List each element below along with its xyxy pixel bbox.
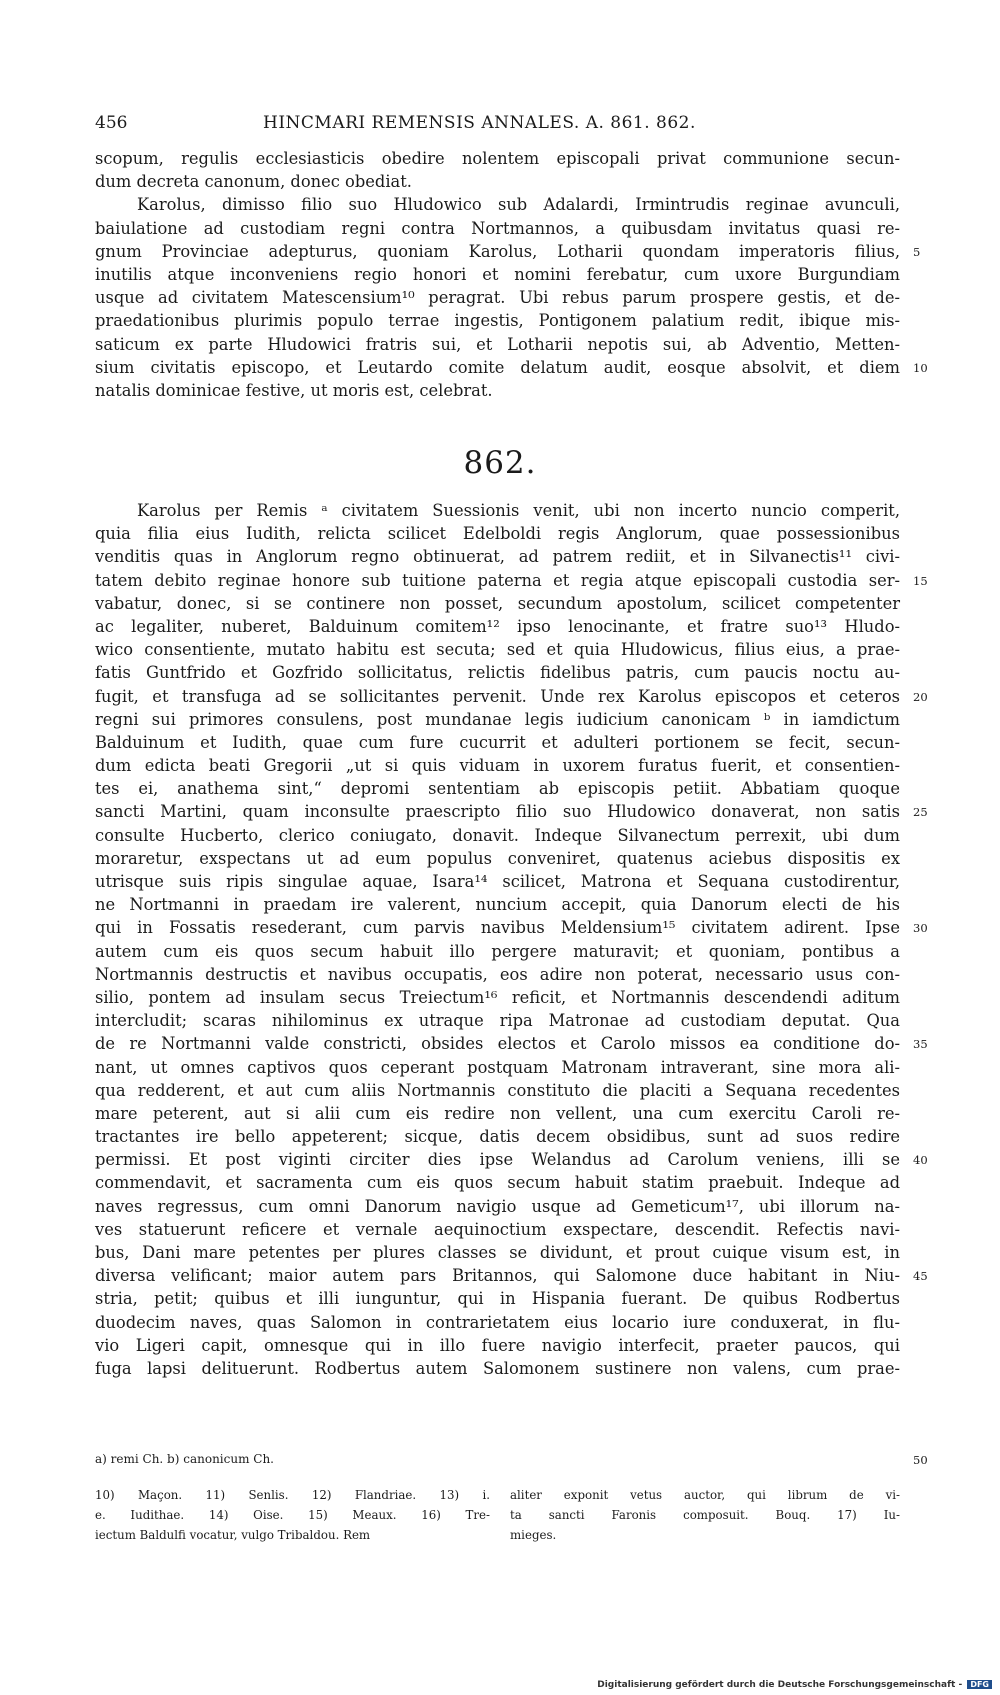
- line-number: 35: [913, 1037, 928, 1052]
- line-text: gnum Provinciae adepturus, quoniam Karolus, Lotharii quondam imperatoris filius,: [95, 241, 900, 261]
- line-text: fugit, et transfuga ad se sollicitantes pervenit. Unde rex Karolus episcopos et ceteros: [95, 686, 900, 706]
- line-number: 20: [913, 689, 928, 704]
- text-line: [95, 592, 900, 615]
- text-line: [95, 615, 900, 638]
- line-text: nant, ut omnes captivos quos ceperant postquam Matronam intraverant, sine mora ali-: [95, 1057, 900, 1077]
- line-text: baiulatione ad custodiam regni contra Nortmannos, a quibusdam invitatus quasi re-: [95, 218, 900, 238]
- footnote-line: ta sancti Faronis composuit. Bouq. 17) Iu-: [510, 1508, 900, 1522]
- text-line: [95, 870, 900, 893]
- line-text: stria, petit; quibus et illi iunguntur, qui in Hispania fuerant. De quibus Rodbertus: [95, 1289, 900, 1309]
- text-line: [95, 1171, 900, 1194]
- footnote-line: mieges.: [510, 1528, 557, 1542]
- text-line: [95, 731, 900, 754]
- line-text: consulte Hucberto, clerico coniugato, donavit. Indeque Silvanectum perrexit, ubi dum: [95, 825, 900, 845]
- line-text: usque ad civitatem Matescensium¹⁰ peragrat. Ubi rebus parum prospere gestis, et de-: [95, 288, 900, 308]
- line-text: naves regressus, cum omni Danorum navigio usque ad Gemeticum¹⁷, ubi illorum na-: [95, 1196, 900, 1216]
- text-line: [95, 333, 900, 356]
- footnote-line: aliter exponit vetus auctor, qui librum de vi-: [510, 1488, 900, 1502]
- line-text: diversa velificant; maior autem pars Britannos, qui Salomone duce habitant in Niu-: [95, 1266, 900, 1286]
- footnote-line: e. Iudithae. 14) Oise. 15) Meaux. 16) Tre-: [95, 1508, 490, 1522]
- line-text: ves statuerunt reficere et vernale aequinoctium exspectare, descendit. Refectis navi-: [95, 1219, 900, 1239]
- footnotes-left-column: [95, 1485, 490, 1545]
- text-line: [95, 356, 928, 379]
- line-text: vio Ligeri capit, omnesque qui in illo fuere navigio interfecit, praeter paucos, qui: [95, 1335, 900, 1355]
- line-text: tractantes ire bello appeterent; sicque, datis decem obsidibus, sunt ad suos redire: [95, 1127, 900, 1147]
- line-text: sancti Martini, quam inconsulte praescripto filio suo Hludowico donaverat, non satis: [95, 802, 900, 822]
- text-line: [95, 147, 900, 170]
- running-header: [95, 113, 895, 141]
- text-line: [95, 777, 900, 800]
- line-number: 30: [913, 921, 928, 936]
- line-text: praedationibus plurimis populo terrae ingestis, Pontigonem palatium redit, ibique mis-: [95, 311, 900, 331]
- line-number: 10: [913, 360, 928, 375]
- line-text: scopum, regulis ecclesiasticis obedire nolentem episcopali privat communione secun-: [95, 149, 900, 168]
- text-line: [95, 1264, 928, 1287]
- text-line: [95, 522, 900, 545]
- text-line: [95, 708, 900, 731]
- line-text: qua redderent, et aut cum aliis Nortmannis constituto die placiti a Sequana recedentes: [95, 1080, 900, 1100]
- line-text: natalis dominicae festive, ut moris est, celebrat.: [95, 380, 493, 400]
- footnote-line: iectum Baldulfi vocatur, vulgo Tribaldou. Rem: [95, 1528, 371, 1542]
- line-text: de re Nortmanni valde constricti, obsides electos et Carolo missos ea conditione do-: [95, 1034, 900, 1054]
- line-text: silio, pontem ad insulam secus Treiectum¹⁶ reficit, et Nortmannis descendendi aditum: [95, 987, 900, 1007]
- text-line: [95, 240, 921, 263]
- text-block-861: [95, 147, 928, 402]
- line-text: bus, Dani mare petentes per plures classes se dividunt, et prout cuique visum est, in: [95, 1243, 900, 1262]
- line-text: quia filia eius Iudith, relicta scilicet Edelboldi regis Anglorum, quae possessionibus: [95, 524, 900, 544]
- line-text: duodecim naves, quas Salomon in contrarietatem eius locario iure conduxerat, in flu-: [95, 1312, 900, 1332]
- line-text: fatis Guntfrido et Gozfrido sollicitatus, relictis fidelibus patris, cum paucis noctu au-: [95, 663, 900, 683]
- footnote-line: 10) Maçon. 11) Senlis. 12) Flandriae. 13) i.: [95, 1488, 490, 1502]
- text-line: [95, 170, 900, 193]
- line-text: sium civitatis episcopo, et Leutardo comite delatum audit, eosque absolvit, et diem: [95, 357, 900, 377]
- text-line: [95, 1334, 900, 1357]
- year-heading: 862.: [463, 445, 537, 481]
- text-line: [95, 1148, 928, 1171]
- text-line: [95, 661, 900, 684]
- text-line: [95, 1079, 900, 1102]
- line-text: tes ei, anathema sint,“ depromi sententiam ab episcopis petiit. Abbatiam quoque: [95, 779, 900, 799]
- text-line: [95, 379, 900, 402]
- text-line: [95, 685, 928, 708]
- text-line: [95, 893, 900, 916]
- line-number: 5: [913, 244, 921, 259]
- line-text: venditis quas in Anglorum regno obtinuerat, ad patrem rediit, et in Silvanectis¹¹ civi-: [95, 547, 900, 567]
- text-line: [95, 847, 900, 870]
- text-line: [95, 286, 900, 309]
- text-line: [95, 940, 900, 963]
- text-line: [95, 1287, 900, 1310]
- text-line: [95, 1009, 900, 1032]
- dfg-funding-notice: [597, 1680, 992, 1690]
- text-line: [95, 800, 928, 823]
- dfg-logo: DFG: [967, 1680, 992, 1689]
- critical-notes-line: [95, 1448, 928, 1471]
- line-text: dum edicta beati Gregorii „ut si quis viduam in uxorem furatus fuerit, et consentien-: [95, 756, 900, 776]
- line-text: fuga lapsi delituerunt. Rodbertus autem Salomonem sustinere non valens, cum prae-: [95, 1358, 900, 1378]
- line-text: Karolus, dimisso filio suo Hludowico sub Adalardi, Irmintrudis reginae avunculi,: [137, 195, 900, 215]
- text-line: [95, 569, 928, 592]
- critical-notes-text: a) remi Ch. b) canonicum Ch.: [95, 1452, 274, 1466]
- line-number: 25: [913, 805, 928, 820]
- line-number: 40: [913, 1153, 928, 1168]
- text-line: [95, 824, 900, 847]
- dfg-notice-text: Digitalisierung gefördert durch die Deutsche Forschungsgemeinschaft -: [597, 1680, 963, 1690]
- line-text: Nortmannis destructis et navibus occupatis, eos adire non poterat, necessario usus con-: [95, 964, 900, 984]
- line-text: qui in Fossatis resederant, cum parvis navibus Meldensium¹⁵ civitatem adirent. Ipse: [95, 918, 900, 938]
- line-text: mare peterent, aut si alii cum eis redire non vellent, una cum exercitu Caroli re-: [95, 1103, 900, 1123]
- line-text: Balduinum et Iudith, quae cum fure cucurrit et adulteri portionem se fecit, secun-: [95, 732, 900, 752]
- line-text: tatem debito reginae honore sub tuitione paterna et regia atque episcopali custodia ser-: [95, 570, 900, 590]
- line-text: permissi. Et post viginti circiter dies ipse Welandus ad Carolum veniens, illi se: [95, 1150, 900, 1170]
- line-text: Karolus per Remis ᵃ civitatem Suessionis venit, ubi non incerto nuncio comperit,: [137, 501, 900, 520]
- line-number: 50: [913, 1453, 928, 1467]
- text-line: [95, 1218, 900, 1241]
- line-text: moraretur, exspectans ut ad eum populus conveniret, quatenus aciebus dispositis ex: [95, 848, 900, 868]
- text-line: [95, 545, 900, 568]
- text-line: [95, 1311, 900, 1334]
- text-line: [95, 638, 900, 661]
- text-block-862: [95, 499, 928, 1380]
- page-number: 456: [95, 113, 128, 133]
- text-line: [95, 217, 900, 240]
- text-line: [95, 499, 900, 522]
- line-text: dum decreta canonum, donec obediat.: [95, 172, 412, 192]
- text-line: [95, 1032, 928, 1055]
- line-text: intercludit; scaras nihilominus ex utraque ripa Matronae ad custodiam deputat. Qua: [95, 1011, 900, 1031]
- text-line: [95, 1056, 900, 1079]
- text-line: [95, 1125, 900, 1148]
- text-line: [95, 1102, 900, 1125]
- running-title: HINCMARI REMENSIS ANNALES. A. 861. 862.: [263, 113, 696, 133]
- line-text: inutilis atque inconveniens regio honori et nomini ferebatur, cum uxore Burgundiam: [95, 264, 900, 284]
- text-line: [95, 1357, 900, 1380]
- line-text: autem cum eis quos secum habuit illo pergere maturavit; et quoniam, pontibus a: [95, 941, 900, 961]
- line-text: ac legaliter, nuberet, Balduinum comitem¹² ipso lenocinante, et fratre suo¹³ Hludo-: [95, 616, 900, 636]
- text-line: [95, 986, 900, 1009]
- line-text: wico consentiente, mutato habitu est secuta; sed et quia Hludowicus, filius eius, a prae-: [95, 640, 900, 660]
- line-text: ne Nortmanni in praedam ire valerent, nuncium accepit, quia Danorum electi de his: [95, 895, 900, 915]
- line-text: utrisque suis ripis singulae aquae, Isara¹⁴ scilicet, Matrona et Sequana custodirentur,: [95, 872, 900, 891]
- line-text: regni sui primores consulens, post mundanae legis iudicium canonicam ᵇ in iamdictum: [95, 709, 900, 729]
- text-line: [95, 1195, 900, 1218]
- line-number: 15: [913, 573, 928, 588]
- line-text: vabatur, donec, si se continere non posset, secundum apostolum, scilicet competenter: [95, 593, 900, 613]
- line-text: commendavit, et sacramenta cum eis quos secum habuit statim praebuit. Indeque ad: [95, 1173, 900, 1193]
- line-text: saticum ex parte Hludowici fratris sui, et Lotharii nepotis sui, ab Adventio, Metten-: [95, 334, 900, 354]
- critical-apparatus: [95, 1448, 928, 1471]
- line-number: 45: [913, 1269, 928, 1284]
- text-line: [95, 754, 900, 777]
- text-line: [95, 263, 900, 286]
- text-line: [95, 1241, 900, 1264]
- text-line: [95, 963, 900, 986]
- text-line: [95, 916, 928, 939]
- text-line: [95, 193, 900, 216]
- footnotes-right-column: [510, 1485, 900, 1545]
- text-line: [95, 309, 900, 332]
